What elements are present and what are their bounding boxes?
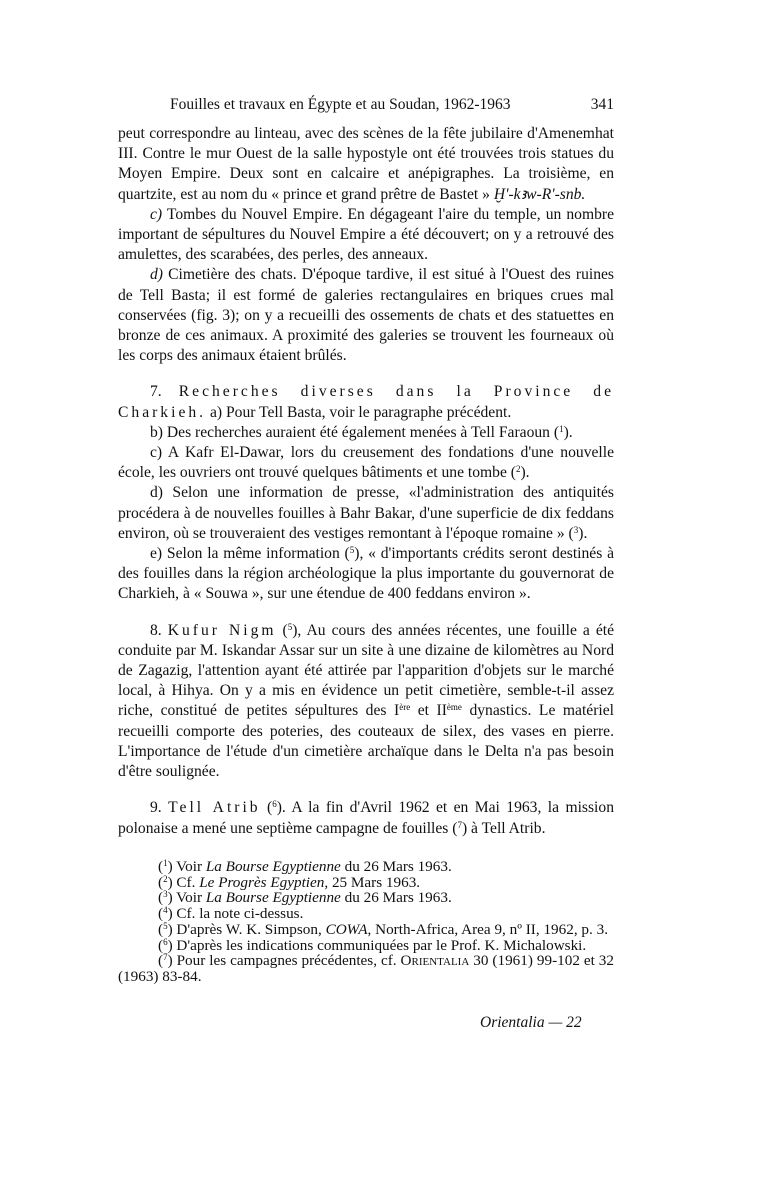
footnote: ($^7$) Pour les campagnes précédentes, cf. Orientalia 30 (1961) 99-102 et 32 (1963) 83-84. — [118, 952, 614, 986]
running-header — [118, 96, 614, 114]
footnote-ref: 5 — [349, 545, 355, 556]
section-8: 8. Kufur Nigm ($^5$), Au cours des années récentes, une fouille a été conduite par M. Iskandar Assar sur un site à une dizaine de kilomètres au Nord de Zagazig, l'attention ayant été attirée par l'apparition d'objets sur le marché local, à Hihya. On y a mis en évidence un petit cimetière, semble-t-il assez riche, constitué de petites sépultures des Ière et IIème dynastics. Le matériel recueilli comporte des poteries, des couteaux de silex, des vases en pierre. L'importance de l'étude d'un cimetière archaïque dans le Delta n'a pas besoin d'être soulignée. — [118, 621, 615, 781]
sheet-signature: Orientalia — 22 — [480, 1014, 582, 1031]
paragraph-d: d) Cimetière des chats. D'époque tardive, il est situé à l'Ouest des ruines de Tell Basta; il est formé de galeries rectangulaires en briques crues mal conservées (fig. 3); on y a recueilli des ossements de chats et des statuettes en bronze de ces animaux. A proximité des galeries se trouvent les fourneaux où les corps des animaux étaient brûlés. — [118, 266, 614, 365]
footnote: ($^4$) Cf. la note ci-dessus. — [158, 905, 304, 923]
paragraph-continuation: peut correspondre au linteau, avec des scènes de la fête jubilaire d'Amenemhat III. Contre le mur Ouest de la salle hypostyle ont été trouvées trois statues du Moyen Empire. Deux sont en calcaire et anépigraphes. La troisième, en quartzite, est au nom du « prince et grand prêtre de Bastet » Ḫ'-kꜣw-R'-snb. — [118, 125, 614, 203]
section-9-title: Tell Atrib — [168, 799, 261, 817]
section-7-e: e) Selon la même information ($^5$), « d'importants crédits seront destinés à des fouilles dans la région archéologique la plus importante du gouvernorat de Charkieh, à « Souwa », sur une étendue de 400 feddans environ ». — [118, 545, 615, 603]
footnote: ($^3$) Voir La Bourse Egyptienne du 26 Mars 1963. — [158, 889, 452, 907]
body-text — [118, 124, 614, 839]
footnote-ref: 2 — [515, 464, 521, 475]
page-number: 341 — [590, 96, 614, 113]
section-8-title: Kufur Nigm — [167, 621, 277, 639]
footnote-ref: 6 — [272, 799, 277, 810]
footnote: ($^2$) Cf. Le Progrès Egyptien, 25 Mars 1963. — [158, 873, 421, 891]
paragraph-c: c) Tombes du Nouvel Empire. En dégageant l'aire du temple, un nombre important de sépultures du Nouvel Empire a été découvert; on y a retrouvé des amulettes, des scarabées, des perles, des anneaux. — [118, 205, 614, 264]
journal-name: Orientalia — [480, 1014, 545, 1031]
page — [118, 96, 614, 985]
section-7-d: d) Selon une information de presse, «l'administration des antiquités procédera à de nouvelles fouilles à Bahr Bakar, d'une superficie de dix feddans environ, où se trouveraient des vestiges remontant à l'époque romaine » ($^3$). — [118, 484, 614, 542]
footnote-ref: 3 — [573, 524, 579, 535]
footnote: ($^5$) D'après W. K. Simpson, COWA, North-Africa, Area 9, nº II, 1962, p. 3. — [158, 920, 609, 938]
footnote-ref: 1 — [559, 423, 564, 434]
section-7-heading: 7. Recherches diverses dans la Province de Charkieh. a) Pour Tell Basta, voir le paragraphe précédent. — [118, 383, 614, 421]
sheet-number: 22 — [566, 1014, 582, 1031]
footnote-ref: 7 — [457, 819, 462, 830]
section-7-title: Recherches diverses dans la Province de Charkieh. — [118, 383, 614, 421]
section-9: 9. Tell Atrib ($^6$). A la fin d'Avril 1962 et en Mai 1963, la mission polonaise a mené une septième campagne de fouilles ($^7$) à Tell Atrib. — [118, 799, 614, 837]
footnote-ref: 5 — [287, 621, 293, 632]
footnote: ($^1$) Voir La Bourse Egyptienne du 26 Mars 1963. — [158, 857, 452, 875]
footnote: ($^6$) D'après les indications communiquées par le Prof. K. Michalowski. — [158, 936, 587, 954]
footnotes — [118, 859, 614, 985]
section-7-b: b) Des recherches auraient été également menées à Tell Faraoun ($^1$). — [150, 423, 573, 441]
section-7-c: c) A Kafr El-Dawar, lors du creusement des fondations d'une nouvelle école, les ouvriers ont trouvé quelques bâtiments et une tombe ($^2$). — [118, 444, 614, 482]
egyptian-name: Ḫ'-kꜣw-R'-snb. — [493, 185, 586, 203]
running-title: Fouilles et travaux en Égypte et au Soudan, 1962-1963 — [170, 96, 511, 113]
